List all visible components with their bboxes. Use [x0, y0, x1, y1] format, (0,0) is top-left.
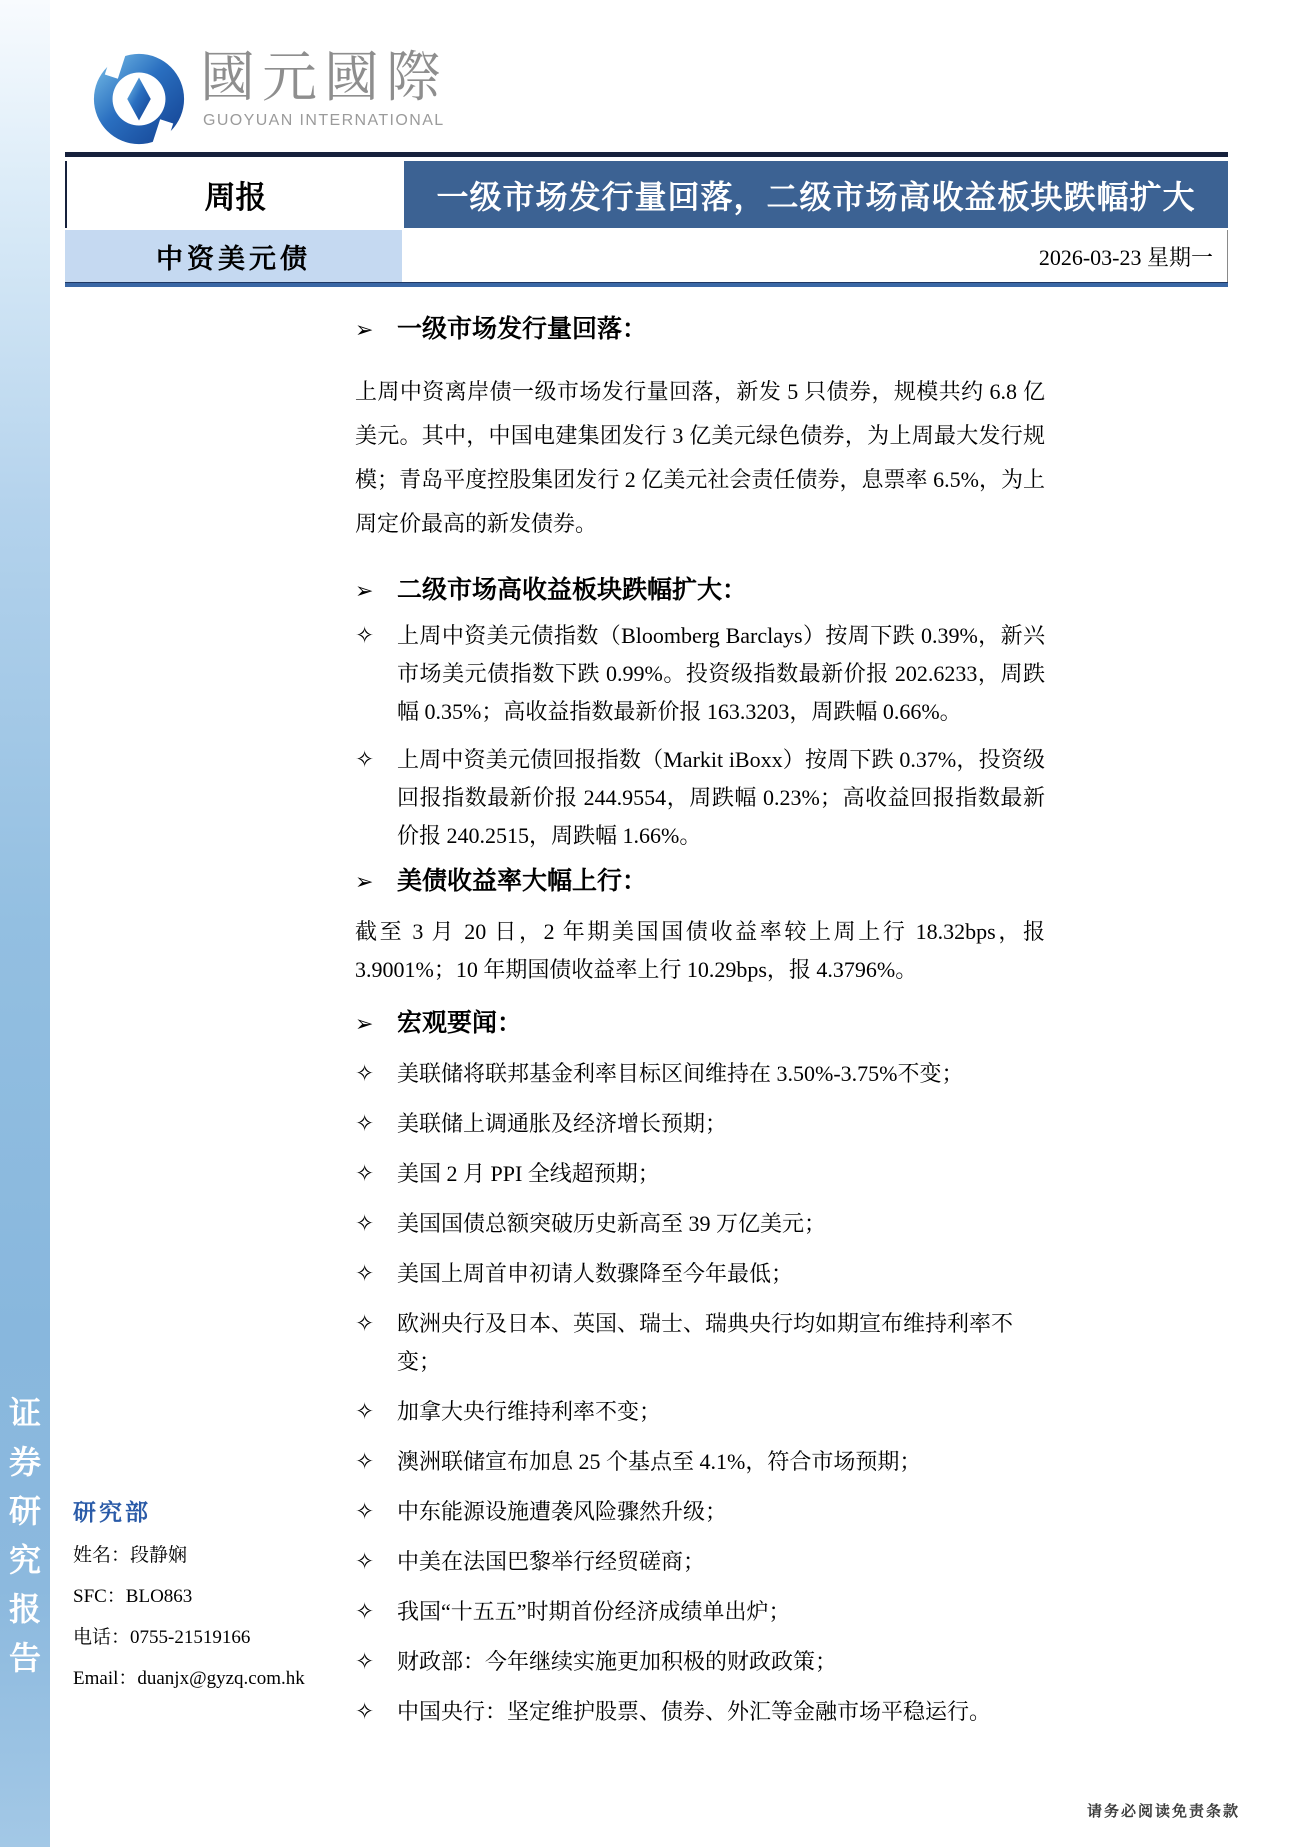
macro-news-item: ✧ 美国 2 月 PPI 全线超预期； — [355, 1155, 1045, 1193]
diamond-bullet-icon: ✧ — [355, 1111, 375, 1136]
analyst-email: Email：duanjx@gyzq.com.hk — [73, 1668, 305, 1689]
primary-market-paragraph: 上周中资离岸债一级市场发行量回落，新发 5 只债券，规模共约 6.8 亿美元。其中，中国电建集团发行 3 亿美元绿色债券，为上周最大发行规模；青岛平度控股集团发行 2 亿美元社会责任债券，息票率 6.5%，为上周定价最高的新发债券。 — [355, 379, 1045, 536]
diamond-bullet-icon: ✧ — [355, 623, 375, 648]
section-heading-macro-news — [355, 1007, 1045, 1041]
report-date: 2026-03-23 星期一 — [402, 230, 1228, 282]
diamond-bullet-icon: ✧ — [355, 1399, 375, 1424]
analyst-sfc-license: SFC：BLO863 — [73, 1586, 193, 1607]
macro-news-item: ✧ 中国央行：坚定维护股票、债券、外汇等金融市场平稳运行。 — [355, 1693, 1045, 1731]
arrow-bullet-icon: ➢ — [355, 1011, 374, 1036]
arrow-bullet-icon: ➢ — [355, 317, 374, 342]
arrow-bullet-icon: ➢ — [355, 578, 374, 603]
diamond-bullet-icon: ✧ — [355, 1061, 375, 1086]
treasury-yields-paragraph: 截至 3 月 20 日，2 年期美国国债收益率较上周上行 18.32bps，报 3.9001%；10 年期国债收益率上行 10.29bps，报 4.3796%。 — [355, 919, 1045, 982]
diamond-bullet-icon: ✧ — [355, 1549, 375, 1574]
diamond-bullet-icon: ✧ — [355, 1699, 375, 1724]
research-contact-block — [73, 1494, 343, 1704]
section-heading-text: 二级市场高收益板块跌幅扩大： — [397, 577, 748, 604]
macro-news-item: ✧ 中东能源设施遭袭风险骤然升级； — [355, 1493, 1045, 1531]
disclaimer-note: 请务必阅读免责条款 — [1086, 1804, 1240, 1820]
macro-news-item: ✧ 美联储将联邦基金利率目标区间维持在 3.50%-3.75%不变； — [355, 1055, 1045, 1093]
analyst-phone: 电话：0755-21519166 — [73, 1627, 251, 1648]
sidebar-vertical-label: 证券研究报告 — [5, 1396, 41, 1690]
section-heading-treasury-yields — [355, 865, 1045, 899]
macro-news-item: ✧ 澳洲联储宣布加息 25 个基点至 4.1%，符合市场预期； — [355, 1443, 1045, 1481]
diamond-bullet-icon: ✧ — [355, 1499, 375, 1524]
index-bullet-iboxx — [355, 741, 1045, 855]
report-title-bar: 一级市场发行量回落，二级市场高收益板块跌幅扩大 — [404, 161, 1228, 228]
section-heading-secondary-market — [355, 574, 1045, 608]
macro-news-item: ✧ 欧洲央行及日本、英国、瑞士、瑞典央行均如期宣布维持利率不变； — [355, 1305, 1045, 1381]
bullet-text: 上周中资美元债指数（Bloomberg Barclays）按周下跌 0.39%，新兴市场美元债指数下跌 0.99%。投资级指数最新价报 202.6233，周跌幅 0.35%；高收益指数最新价报 163.3203，周跌幅 0.66%。 — [397, 623, 1045, 724]
macro-news-item: ✧ 美国国债总额突破历史新高至 39 万亿美元； — [355, 1205, 1045, 1243]
diamond-bullet-icon: ✧ — [355, 1211, 375, 1236]
section-heading-text: 美债收益率大幅上行： — [397, 868, 648, 895]
logo-chinese-name: 國元國際 — [200, 47, 449, 108]
arrow-bullet-icon: ➢ — [355, 869, 374, 894]
diamond-bullet-icon: ✧ — [355, 1161, 375, 1186]
macro-news-item: ✧ 财政部：今年继续实施更加积极的财政政策； — [355, 1643, 1045, 1681]
diamond-bullet-icon: ✧ — [355, 747, 375, 772]
diamond-bullet-icon: ✧ — [355, 1599, 375, 1624]
macro-news-list — [355, 1055, 1045, 1731]
section-heading-text: 一级市场发行量回落： — [397, 316, 648, 343]
logo-english-name: GUOYUAN INTERNATIONAL — [203, 112, 445, 129]
section-heading-text: 宏观要闻： — [397, 1010, 523, 1037]
macro-news-item: ✧ 美联储上调通胀及经济增长预期； — [355, 1105, 1045, 1143]
index-bullet-bloomberg — [355, 617, 1045, 731]
report-category-label: 中资美元债 — [65, 230, 402, 282]
diamond-bullet-icon: ✧ — [355, 1261, 375, 1286]
report-type-label: 周报 — [65, 161, 404, 228]
section-heading-primary-market — [355, 313, 1045, 347]
diamond-bullet-icon: ✧ — [355, 1449, 375, 1474]
macro-news-item: ✧ 我国“十五五”时期首份经济成绩单出炉； — [355, 1593, 1045, 1631]
diamond-bullet-icon: ✧ — [355, 1311, 375, 1336]
bullet-text: 上周中资美元债回报指数（Markit iBoxx）按周下跌 0.37%，投资级回报指数最新价报 244.9554，周跌幅 0.23%；高收益回报指数最新价报 240.2515，周跌幅 1.66%。 — [397, 747, 1045, 848]
macro-news-item: ✧ 中美在法国巴黎举行经贸磋商； — [355, 1543, 1045, 1581]
diamond-bullet-icon: ✧ — [355, 1649, 375, 1674]
main-content — [355, 0, 1045, 1743]
macro-news-item: ✧ 加拿大央行维持利率不变； — [355, 1393, 1045, 1431]
macro-news-item: ✧ 美国上周首申初请人数骤降至今年最低； — [355, 1255, 1045, 1293]
analyst-name: 姓名：段静娴 — [73, 1545, 188, 1566]
guoyuan-logo-icon — [90, 50, 188, 148]
department-label: 研究部 — [73, 1500, 151, 1525]
